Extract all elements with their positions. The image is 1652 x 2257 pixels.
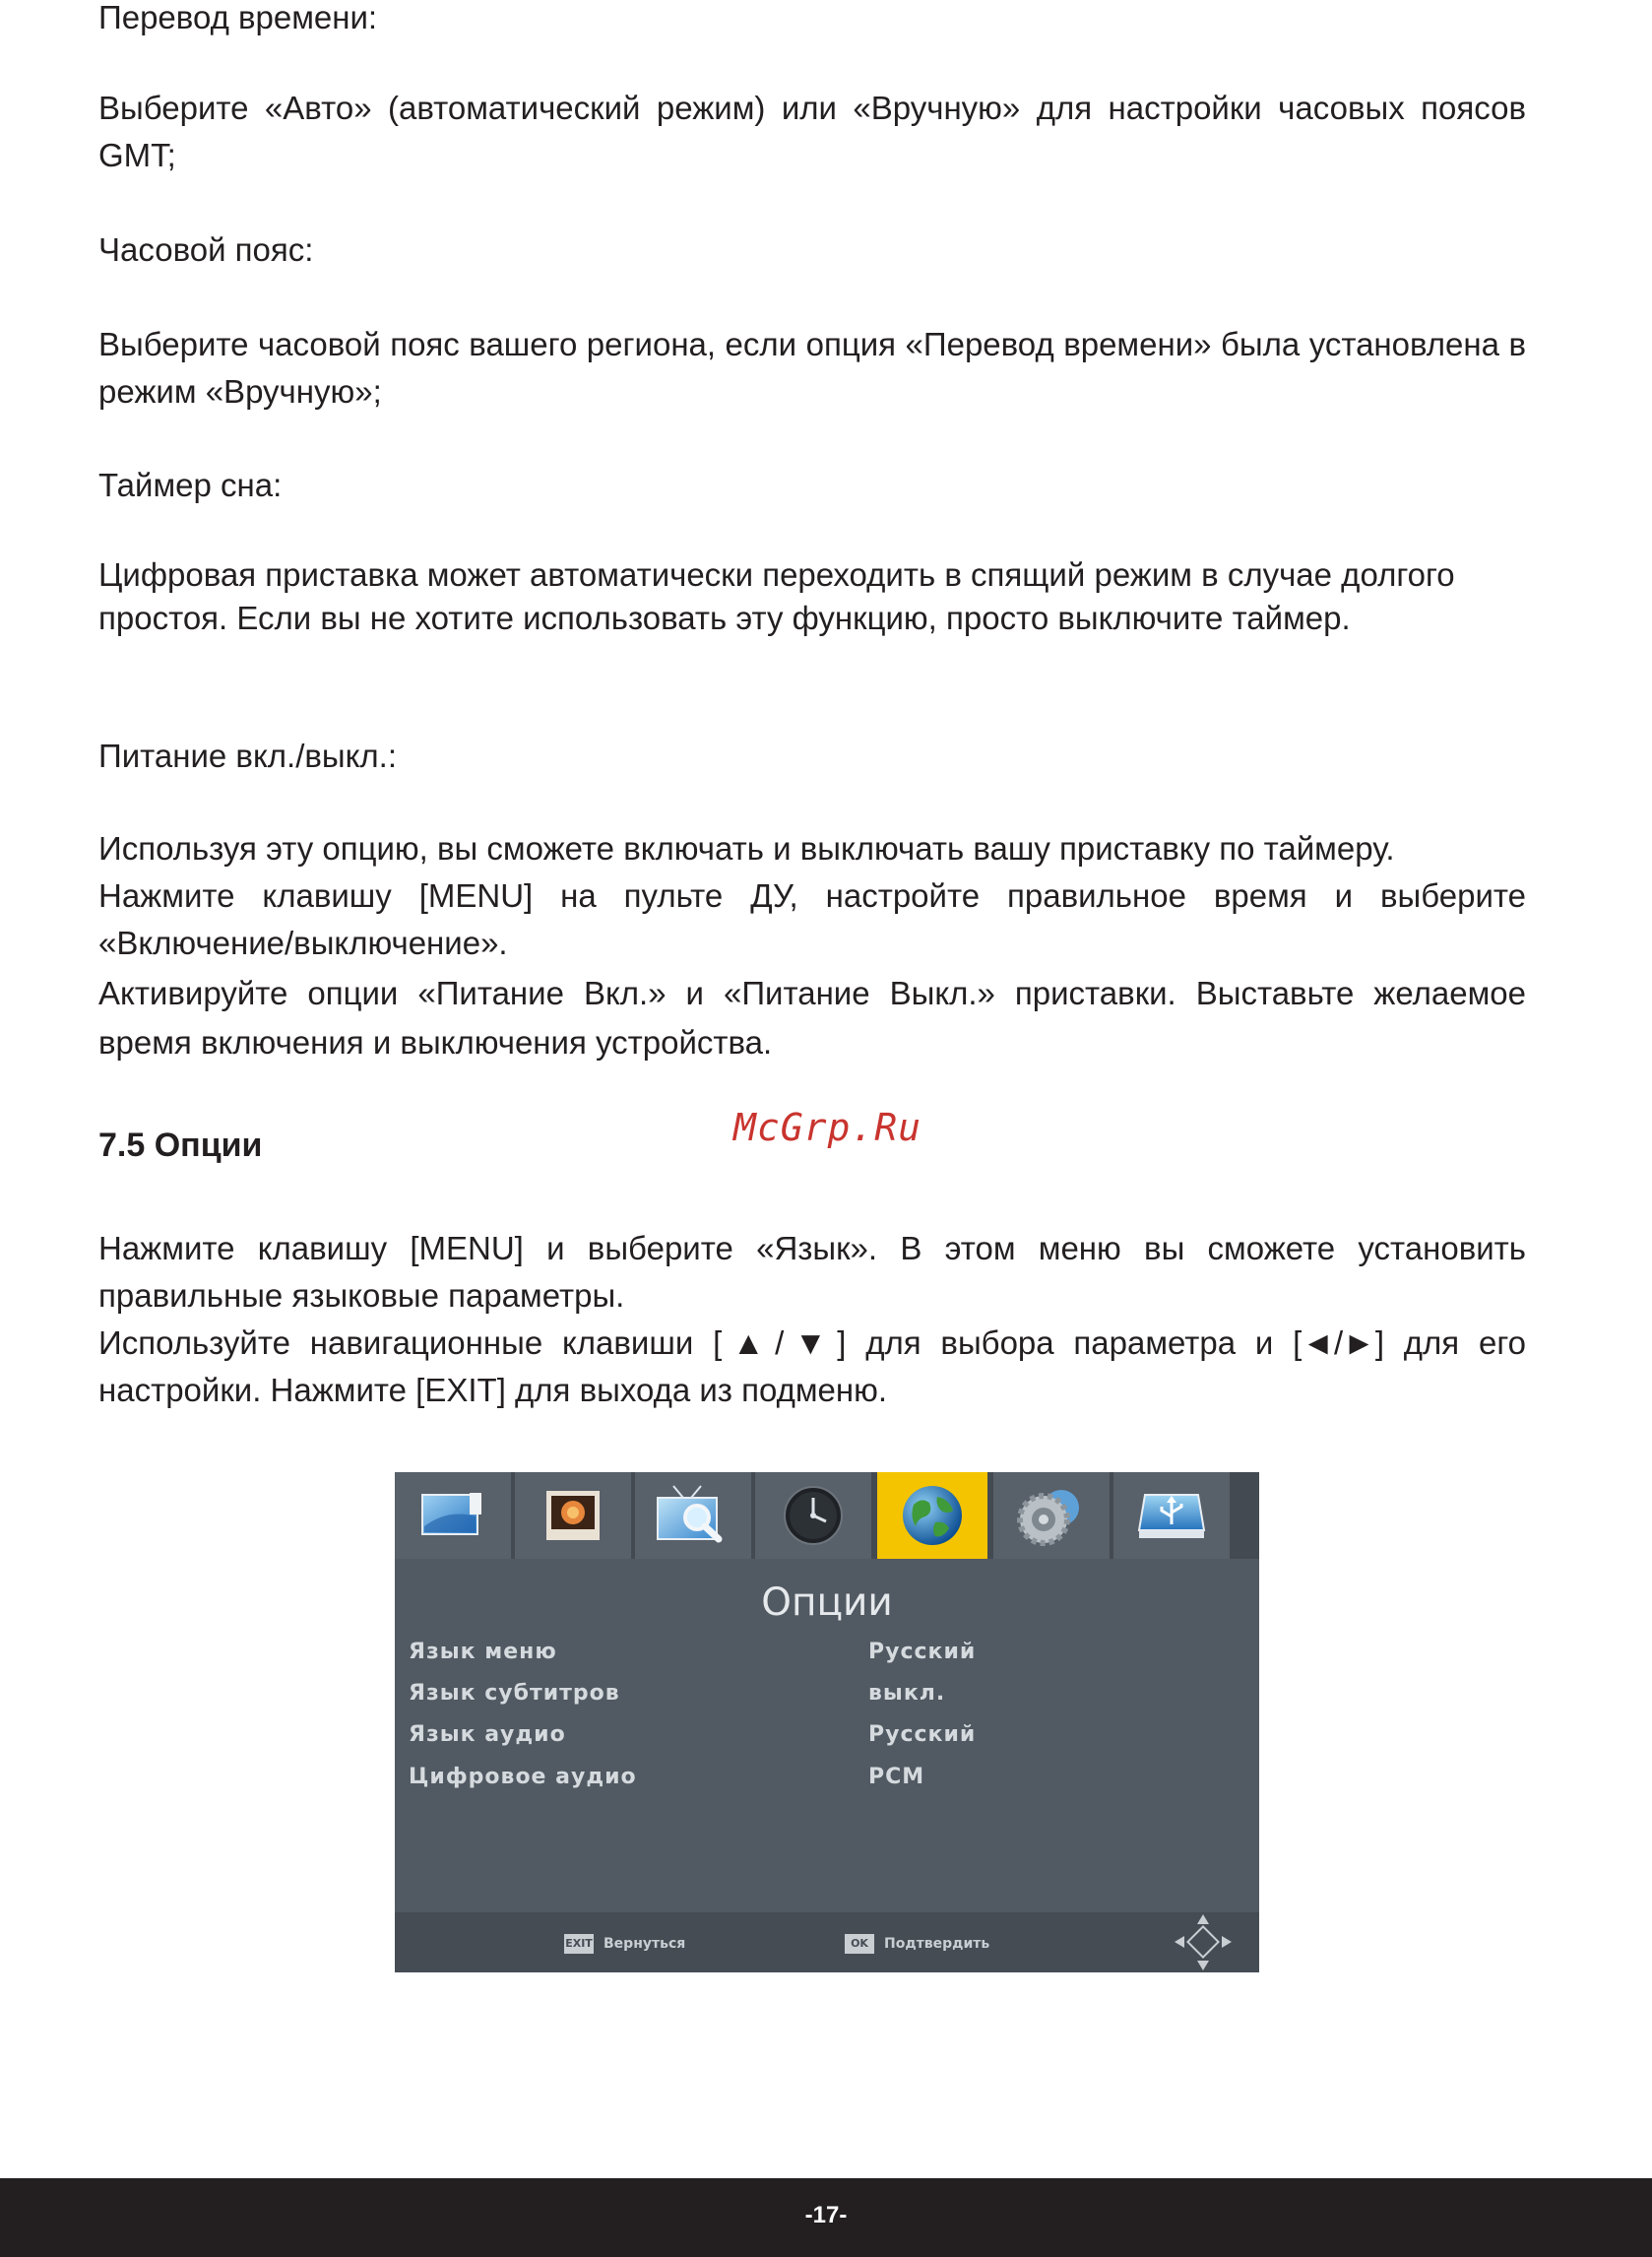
option-value: PCM	[868, 1765, 925, 1789]
tab-channel-list[interactable]	[395, 1472, 511, 1559]
exit-key-icon: EXIT	[564, 1934, 594, 1954]
option-value: выкл.	[868, 1681, 946, 1706]
option-label: Цифровое аудио	[409, 1765, 637, 1789]
option-value: Русский	[868, 1640, 977, 1664]
option-label: Язык меню	[409, 1640, 557, 1664]
section-title: 7.5 Опции	[98, 1127, 263, 1164]
paragraph-options-1: Нажмите клавишу [MENU] и выберите «Язык». В этом меню вы сможете установить правильные языковые параметры.	[98, 1230, 1526, 1314]
usb-icon	[1135, 1487, 1208, 1544]
tv-options-menu-screenshot	[395, 1472, 1259, 1972]
clock-icon	[782, 1484, 845, 1547]
option-value: Русский	[868, 1722, 977, 1747]
paragraph-time-shift: Выберите «Авто» (автоматический режим) или «Вручную» для настройки часовых поясов GMT;	[98, 90, 1526, 173]
tab-options-active[interactable]	[877, 1472, 987, 1559]
paragraph-power-timer-2: Нажмите клавишу [MENU] на пульте ДУ, настройте правильное время и выберите «Включение/выключение».	[98, 877, 1526, 961]
paragraph-sleep-timer: Цифровая приставка может автоматически переходить в спящий режим в случае долгого простоя. Если вы не хотите использовать эту функцию, просто выключите таймер.	[98, 556, 1455, 636]
page-number: -17-	[804, 2202, 848, 2228]
tv-menu-tab-bar	[395, 1472, 1259, 1559]
globe-icon	[900, 1483, 965, 1548]
watermark: McGrp.Ru	[733, 1106, 922, 1149]
option-row-digital-audio[interactable]	[409, 1765, 1245, 1804]
heading-power-timer: Питание вкл./выкл.:	[98, 738, 398, 774]
paragraph-power-timer-1: Используя эту опцию, вы сможете включать и выключать вашу приставку по таймеру.	[98, 830, 1395, 867]
option-label: Язык аудио	[409, 1722, 566, 1747]
navigation-arrows-icon	[1171, 1912, 1236, 1972]
system-gear-icon	[1014, 1484, 1089, 1547]
tab-picture[interactable]	[515, 1472, 631, 1559]
tv-menu-footer	[395, 1912, 1259, 1972]
tab-time[interactable]	[755, 1472, 871, 1559]
tab-channel-search[interactable]	[635, 1472, 751, 1559]
channel-search-icon	[654, 1484, 732, 1547]
tab-system[interactable]	[993, 1472, 1110, 1559]
ok-hint: Подтвердить	[884, 1936, 990, 1952]
heading-time-shift: Перевод времени:	[98, 0, 378, 35]
option-label: Язык субтитров	[409, 1681, 620, 1706]
page-footer-bar	[0, 2178, 1652, 2257]
picture-icon	[542, 1487, 604, 1544]
exit-hint: Вернуться	[604, 1936, 686, 1952]
heading-sleep-timer: Таймер сна:	[98, 467, 283, 503]
option-row-subtitle-language[interactable]	[409, 1681, 1245, 1720]
tv-menu-title: Опции	[761, 1580, 893, 1625]
paragraph-time-zone: Выберите часовой пояс вашего региона, если опция «Перевод времени» была установлена в режим «Вручную»;	[98, 326, 1526, 410]
option-row-audio-language[interactable]	[409, 1722, 1245, 1762]
paragraph-power-timer-3: Активируйте опции «Питание Вкл.» и «Питание Выкл.» приставки. Выставьте желаемое время включения и выключения устройства.	[98, 975, 1526, 1061]
ok-key-icon: OK	[845, 1934, 874, 1954]
channel-list-icon	[418, 1487, 487, 1544]
option-row-menu-language[interactable]	[409, 1640, 1245, 1679]
tab-usb[interactable]	[1113, 1472, 1230, 1559]
heading-time-zone: Часовой пояс:	[98, 231, 314, 268]
paragraph-options-2: Используйте навигационные клавиши [▲/▼] для выбора параметра и [◄/►] для его настройки. Нажмите [EXIT] для выхода из подменю.	[98, 1324, 1526, 1408]
